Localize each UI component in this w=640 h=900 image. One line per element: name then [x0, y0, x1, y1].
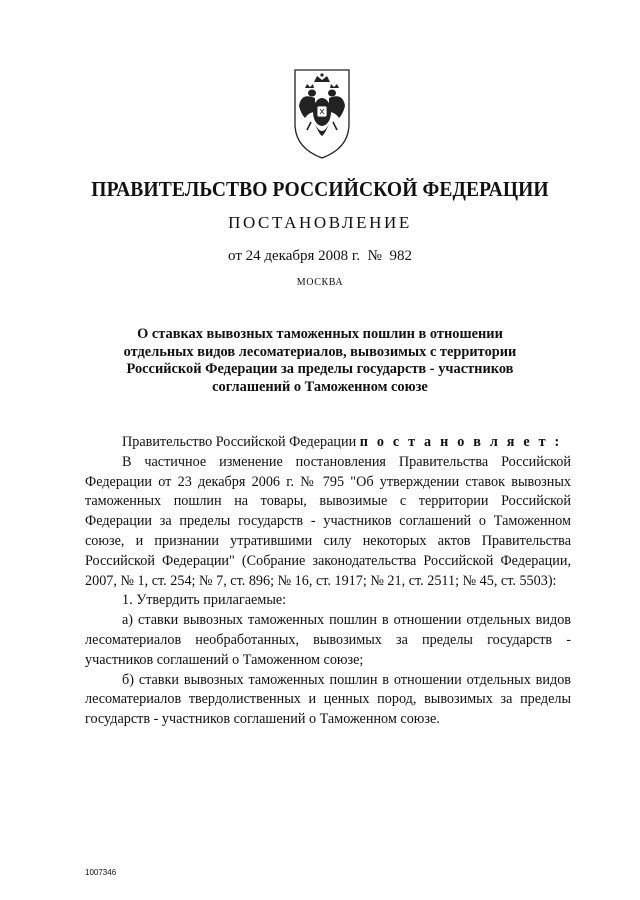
russian-coat-of-arms-icon [287, 62, 357, 162]
document-body [85, 433, 571, 730]
number-sign: № [367, 248, 382, 264]
item-b: б) ставки вывозных таможенных пошлин в отношении отдельных видов лесоматериалов твердолиственных и ценных пород, вывозимых за пределы государств - участников соглашений о Таможенном союзе. [85, 671, 571, 728]
city: МОСКВА [296, 277, 344, 288]
item-a: а) ставки вывозных таможенных пошлин в отношении отдельных видов лесоматериалов необработанных, вывозимых за пределы государств - участников соглашений о Таможенном союзе; [85, 612, 571, 668]
government-title: ПРАВИТЕЛЬСТВО РОССИЙСКОЙ ФЕДЕРАЦИИ [91, 177, 549, 201]
subject-line: Российской Федерации за пределы государств - участников [126, 361, 514, 378]
document-type: ПОСТАНОВЛЕНИЕ [228, 213, 412, 232]
document-number: 982 [389, 248, 412, 264]
document-date: от 24 декабря 2008 г. [228, 248, 361, 264]
subject-line: О ставках вывозных таможенных пошлин в отношении [137, 326, 503, 342]
intro-verb: п о с т а н о в л я е т : [359, 434, 562, 450]
intro-paragraph [85, 433, 571, 453]
intro-lead: Правительство Российской Федерации [122, 434, 357, 450]
document-id: 1007346 [85, 868, 117, 877]
subject-line: соглашений о Таможенном союзе [212, 378, 428, 395]
document-subject [0, 326, 640, 396]
subject-line: отдельных видов лесоматериалов, вывозимых с территории [123, 343, 517, 360]
date-number-line [0, 248, 640, 265]
item-1: 1. Утвердить прилагаемые: [122, 592, 287, 609]
paragraph-amendment: В частичное изменение постановления Правительства Российской Федерации от 23 декабря 2006 г. № 795 "Об утверждении ставок вывозных таможенных пошлин на товары, вывозимые с территории Российской Федерации за пределы государств - участников соглашений о Таможенном союзе, и признании утратившими силу некоторых актов Правительства Российской Федерации" (Собрание законодательства Российской Федерации, 2007, № 1, ст. 254; № 7, ст. 896; № 16, ст. 1917; № 21, ст. 2511; № 45, ст. 5503): [85, 453, 571, 589]
